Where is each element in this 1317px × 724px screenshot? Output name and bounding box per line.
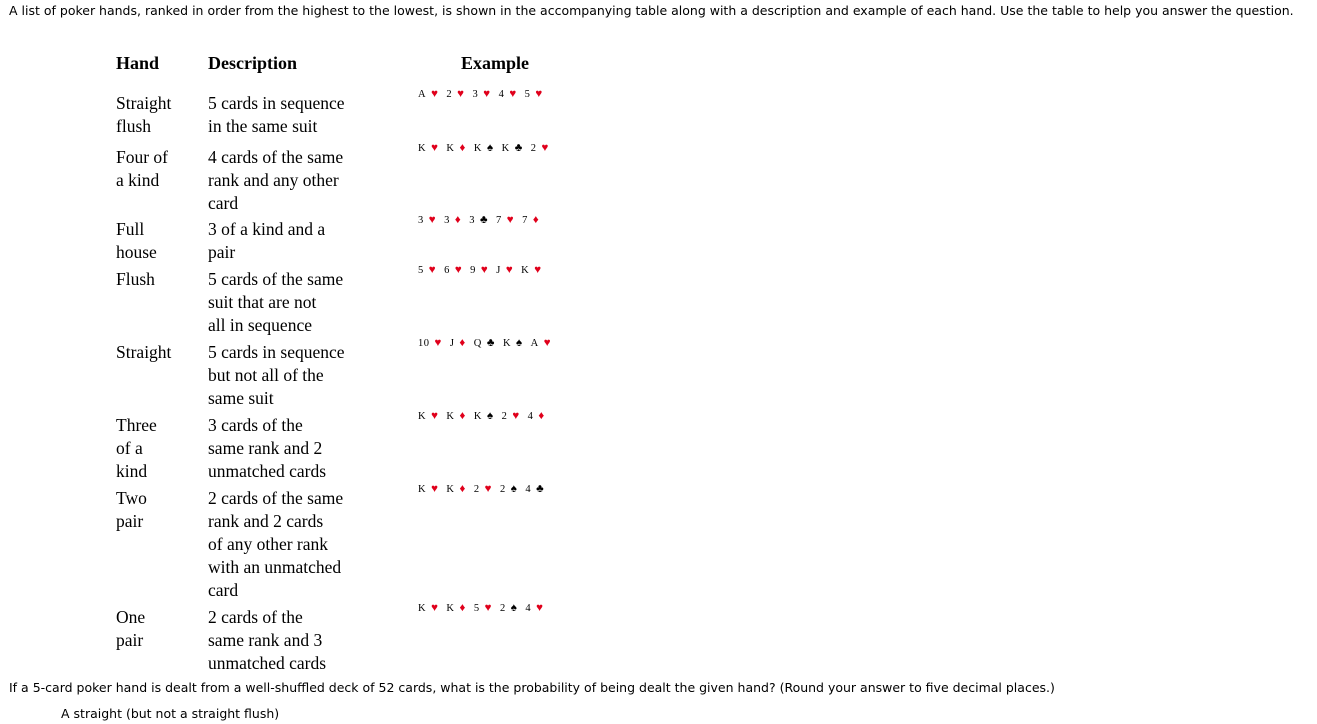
playing-card [474,336,501,351]
heart-suit-icon: ♥ [535,88,543,100]
playing-card [500,482,523,497]
card-rank: 2 [499,603,506,614]
hand-description [208,606,368,675]
card-rank: 2 [501,411,508,422]
card-rank: K [446,484,455,495]
heart-suit-icon: ♥ [428,264,437,276]
heart-suit-icon: ♥ [428,214,437,226]
description-line: unmatched cards [208,653,327,673]
card-rank: 2 [446,89,453,100]
playing-card [418,213,442,228]
card-rank: 5 [524,89,531,100]
description-line: 2 cards of the same [208,488,344,508]
card-rank: 5 [418,265,424,276]
playing-card [450,336,472,351]
hand-name [116,146,196,192]
card-rank: 10 [418,338,430,349]
description-line: 5 cards in sequence [208,93,345,113]
playing-card [525,601,549,616]
diamond-suit-icon: ♦ [538,410,545,422]
hand-description [208,341,368,410]
hand-example [418,336,559,351]
hand-name [116,414,196,483]
playing-card [499,87,523,102]
hand-name-line: Two [116,488,147,508]
card-rank: 7 [496,215,502,226]
hand-name-line: pair [116,511,144,531]
hand-name-line: Flush [116,269,155,289]
hand-name [116,218,196,264]
description-line: with an unmatched [208,557,342,577]
playing-card [470,263,494,278]
header-hand: Hand [116,53,160,73]
hand-name-line: Straight [116,342,172,362]
card-rank: K [418,603,427,614]
description-line: of any other rank [208,534,329,554]
spade-suit-icon: ♠ [510,483,518,495]
playing-card [474,601,498,616]
heart-suit-icon: ♥ [543,337,552,349]
card-rank: J [449,338,455,349]
heart-suit-icon: ♥ [431,410,439,422]
playing-card [418,141,444,156]
description-line: 3 of a kind and a [208,219,326,239]
hand-name [116,268,196,291]
hand-name-line: One [116,607,146,627]
description-line: rank and any other [208,170,339,190]
hand-name [116,92,196,138]
heart-suit-icon: ♥ [505,264,514,276]
card-rank: J [496,265,501,276]
heart-suit-icon: ♥ [484,483,492,495]
playing-card [502,141,529,156]
card-rank: K [473,143,482,154]
description-line: 3 cards of the [208,415,303,435]
club-suit-icon: ♣ [479,214,488,226]
description-line: 4 cards of the same [208,147,344,167]
card-rank: K [418,484,427,495]
playing-card [474,409,500,424]
playing-card [446,141,471,156]
heart-suit-icon: ♥ [457,88,465,100]
hand-name-line: Four of [116,147,169,167]
card-rank: K [446,411,455,422]
hand-name-line: a kind [116,170,160,190]
header-description: Description [208,53,297,73]
card-rank: 2 [530,143,537,154]
description-line: card [208,580,239,600]
description-line: same rank and 3 [208,630,323,650]
playing-card [502,409,526,424]
hand-name-line: Three [116,415,157,435]
card-rank: K [521,265,530,276]
hand-name [116,341,196,364]
heart-suit-icon: ♥ [509,88,517,100]
card-rank: 9 [470,265,476,276]
playing-card [418,87,444,102]
playing-card [474,141,500,156]
card-rank: 4 [525,484,532,495]
heart-suit-icon: ♥ [480,264,489,276]
card-rank: 3 [472,89,479,100]
club-suit-icon: ♣ [514,142,523,154]
description-line: 2 cards of the [208,607,303,627]
card-rank: 4 [498,89,505,100]
hand-example [418,409,553,424]
spade-suit-icon: ♠ [486,142,494,154]
card-rank: A [530,338,539,349]
playing-card [469,213,494,228]
description-line: all in sequence [208,315,312,335]
playing-card [531,141,555,156]
playing-card [418,409,444,424]
playing-card [525,482,550,497]
club-suit-icon: ♣ [536,483,545,495]
heart-suit-icon: ♥ [431,602,439,614]
playing-card [418,601,444,616]
description-line: but not all of the [208,365,324,385]
heart-suit-icon: ♥ [431,142,439,154]
diamond-suit-icon: ♦ [459,142,466,154]
playing-card [473,87,497,102]
hand-example [418,87,551,102]
playing-card [418,336,448,351]
description-line: 5 cards in sequence [208,342,345,362]
playing-card [500,601,523,616]
hand-example [418,601,551,616]
diamond-suit-icon: ♦ [459,410,466,422]
playing-card [444,263,468,278]
playing-card [525,87,549,102]
hand-name [116,487,196,533]
playing-card [446,409,471,424]
diamond-suit-icon: ♦ [459,483,466,495]
card-rank: A [418,89,427,100]
description-line: suit that are not [208,292,317,312]
heart-suit-icon: ♥ [434,337,442,349]
card-rank: 6 [444,265,450,276]
question-text: If a 5-card poker hand is dealt from a well-shuffled deck of 52 cards, what is the probability of being dealt the given hand? (Round your answer to five decimal places.) [9,680,1055,695]
description-line: 5 cards of the same [208,269,344,289]
spade-suit-icon: ♠ [486,410,494,422]
card-rank: 2 [473,484,480,495]
subquestion-text: A straight (but not a straight flush) [61,706,280,721]
heart-suit-icon: ♥ [484,602,492,614]
description-line: pair [208,242,236,262]
playing-card [503,336,529,351]
hand-name-line: of a [116,438,143,458]
card-rank: 4 [525,603,532,614]
hand-description [208,92,368,138]
description-line: same rank and 2 [208,438,323,458]
playing-card [522,213,545,228]
spade-suit-icon: ♠ [516,337,523,349]
heart-suit-icon: ♥ [536,602,544,614]
card-rank: K [446,603,455,614]
heart-suit-icon: ♥ [483,88,491,100]
playing-card [496,213,520,228]
heart-suit-icon: ♥ [431,483,439,495]
card-rank: 3 [418,215,424,226]
card-rank: K [502,338,512,349]
hand-name-line: Full [116,219,145,239]
diamond-suit-icon: ♦ [454,214,462,226]
hand-description [208,414,368,483]
hand-description [208,218,368,264]
card-rank: Q [473,338,482,349]
card-rank: K [473,411,482,422]
description-line: in the same suit [208,116,318,136]
description-line: same suit [208,388,274,408]
card-rank: K [446,143,455,154]
playing-card [446,87,470,102]
playing-card [446,482,471,497]
playing-card [521,263,547,278]
playing-card [531,336,557,351]
hand-example [418,213,547,228]
description-line: unmatched cards [208,461,327,481]
hand-name-line: flush [116,116,151,136]
header-example: Example [461,53,530,73]
hand-description [208,487,368,602]
hand-example [418,482,552,497]
playing-card [528,409,551,424]
playing-card [418,482,444,497]
hand-name-line: kind [116,461,148,481]
card-rank: 3 [444,215,450,226]
card-rank: K [418,143,427,154]
spade-suit-icon: ♠ [510,602,518,614]
heart-suit-icon: ♥ [541,142,549,154]
heart-suit-icon: ♥ [506,214,515,226]
hand-name [116,606,196,652]
playing-card [496,263,519,278]
heart-suit-icon: ♥ [534,264,542,276]
heart-suit-icon: ♥ [512,410,520,422]
description-line: card [208,193,239,213]
card-rank: 5 [473,603,480,614]
hand-description [208,268,368,337]
instructions-text: A list of poker hands, ranked in order from the highest to the lowest, is shown in the accompanying table along with a description and example of each hand. Use the table to help you answer the question. [9,3,1294,18]
diamond-suit-icon: ♦ [459,337,466,349]
card-rank: K [418,411,427,422]
diamond-suit-icon: ♦ [532,214,540,226]
card-rank: K [501,143,510,154]
playing-card [418,263,442,278]
description-line: rank and 2 cards [208,511,324,531]
hand-name-line: pair [116,630,144,650]
playing-card [474,482,498,497]
hand-example [418,263,550,278]
heart-suit-icon: ♥ [431,88,439,100]
heart-suit-icon: ♥ [454,264,463,276]
card-rank: 7 [522,215,528,226]
card-rank: 3 [469,215,475,226]
card-rank: 4 [527,411,534,422]
hand-name-line: Straight [116,93,172,113]
hand-example [418,141,557,156]
hand-description [208,146,368,215]
playing-card [444,213,467,228]
club-suit-icon: ♣ [486,337,495,349]
hand-name-line: house [116,242,157,262]
playing-card [446,601,471,616]
diamond-suit-icon: ♦ [459,602,466,614]
card-rank: 2 [499,484,506,495]
